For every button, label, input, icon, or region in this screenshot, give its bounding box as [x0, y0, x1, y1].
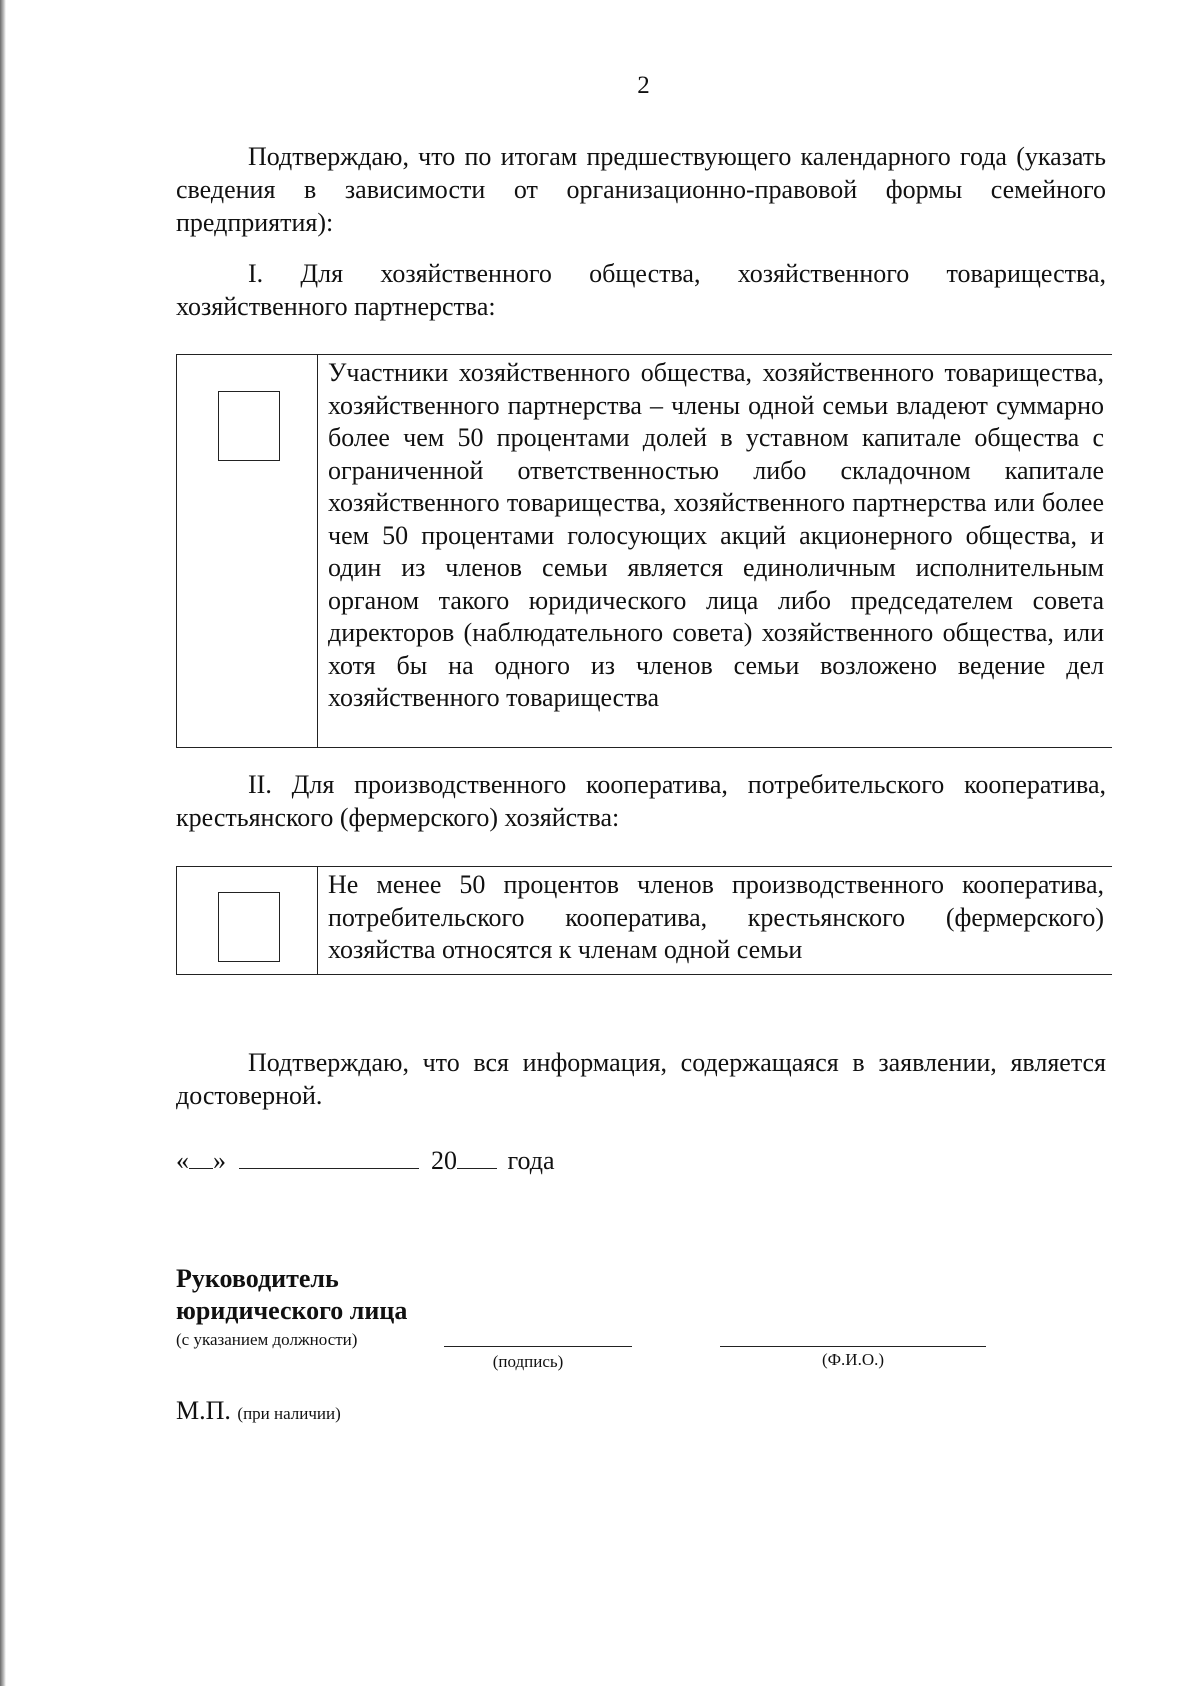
confirmation-paragraph: Подтверждаю, что вся информация, содержащаяся в заявлении, является достоверной. — [176, 1048, 1106, 1110]
date-open-quote: « — [176, 1146, 189, 1175]
section-1-option-table — [176, 354, 1112, 748]
year-suffix: года — [507, 1146, 555, 1175]
position-note: (с указанием должности) — [176, 1330, 358, 1349]
name-caption: (Ф.И.О.) — [821, 1350, 885, 1369]
year-prefix: 20 — [431, 1146, 457, 1175]
page-number: 2 — [637, 72, 650, 99]
section-2-heading: II. Для производственного кооператива, потребительского кооператива, крестьянского (фермерского) хозяйства: — [176, 770, 1106, 832]
date-line — [176, 1144, 555, 1176]
section-1-option-text: Участники хозяйственного общества, хозяйственного товарищества, хозяйственного партнерства – члены одной семьи владеют суммарно более чем 50 процентами долей в уставном капитале общества с ограниченной ответственностью либо складочном капитале хозяйственного товарищества, хозяйственного партнерства или более чем 50 процентами голосующих акций акционерного общества, и один из членов семьи является единоличным исполнительным органом такого юридического лица либо председателем совета директоров (наблюдательного совета) хозяйственного общества, или хотя бы на одного из членов семьи возложено ведение дел хозяйственного товарищества — [328, 358, 1104, 712]
signature-caption: (подпись) — [492, 1352, 564, 1371]
signatory-title-line-2: юридического лица — [176, 1296, 408, 1325]
scan-edge — [0, 0, 6, 1686]
section-1-heading: I. Для хозяйственного общества, хозяйственного товарищества, хозяйственного партнерства: — [176, 259, 1106, 321]
section-1-checkbox[interactable] — [218, 391, 280, 461]
signatory-title-line-1: Руководитель — [176, 1264, 339, 1293]
section-2-option-text: Не менее 50 процентов членов производственного кооператива, потребительского кооператива, крестьянского (фермерского) хозяйства относятся к членам одной семьи — [328, 870, 1104, 964]
stamp-label: М.П. — [176, 1396, 231, 1425]
stamp-note: (при наличии) — [237, 1404, 341, 1423]
date-close-quote: » — [213, 1146, 226, 1175]
signature-line[interactable] — [444, 1346, 632, 1347]
day-blank[interactable] — [189, 1144, 213, 1169]
section-2-checkbox[interactable] — [218, 892, 280, 962]
month-blank[interactable] — [239, 1144, 419, 1169]
year-blank[interactable] — [457, 1144, 497, 1169]
section-1-checkbox-cell — [177, 355, 318, 747]
name-line[interactable] — [720, 1346, 986, 1347]
stamp-place — [176, 1396, 341, 1426]
section-2-checkbox-cell — [177, 867, 318, 974]
section-2-option-table — [176, 866, 1112, 975]
intro-paragraph: Подтверждаю, что по итогам предшествующего календарного года (указать сведения в зависимости от организационно-правовой формы семейного предприятия): — [176, 142, 1106, 237]
